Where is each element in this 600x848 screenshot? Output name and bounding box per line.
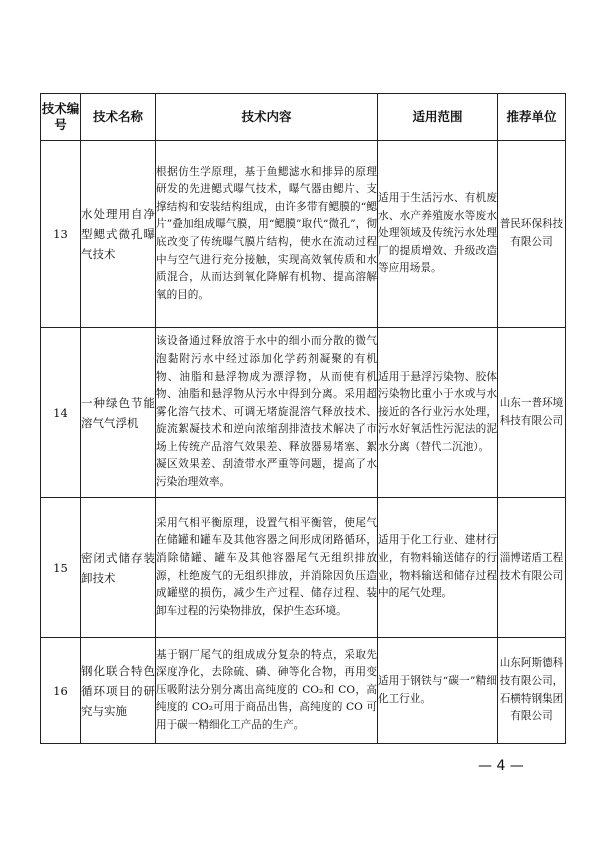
row-content: 该设备通过释放溶于水中的细小而分散的微气泡黏附污水中经过添加化学药剂凝聚的有机物、油脂和悬浮物成为漂浮物，从而使有机物、油脂和悬浮物从污水中得到分离。采用超雾化溶气技术、可调无堵旋混溶气释放技术、旋流絮凝技术和逆向浓缩刮排渣技术解决了市场上传统产品溶气效果差、释放器易堵塞、絮凝区效果差、刮渣带水严重等问题，提高了水污染治理效率。 — [156, 328, 378, 498]
header-scope: 适用范围 — [378, 94, 498, 141]
row-name: 一种绿色节能溶气气浮机 — [81, 328, 156, 498]
table-row — [41, 328, 566, 498]
row-unit: 山东阿斯德科技有限公司，石横特钢集团有限公司 — [498, 638, 566, 744]
table-row — [41, 638, 566, 744]
row-scope: 适用于化工行业、建材行业，有物料输送储存的行业，物料输送和储存过程中的尾气处理。 — [378, 498, 498, 638]
header-unit: 推荐单位 — [498, 94, 566, 141]
table-row — [41, 141, 566, 328]
row-scope: 适用于生活污水、有机废水、水产养殖废水等废水处理领域及传统污水处理厂的提质增效、升级改造等应用场景。 — [378, 141, 498, 328]
row-scope: 适用于悬浮污染物、胶体污染物比重小于水或与水接近的各行业污水处理，污水好氧活性污泥法的泥水分离（替代二沉池）。 — [378, 328, 498, 498]
row-unit: 普民环保科技有限公司 — [498, 141, 566, 328]
row-scope: 适用于钢铁与“碳一”精细化工行业。 — [378, 638, 498, 744]
row-unit: 淄博诺盾工程技术有限公司 — [498, 498, 566, 638]
row-number: 14 — [41, 328, 81, 498]
row-name: 水处理用自净型鳃式微孔曝气技术 — [81, 141, 156, 328]
row-content: 根据仿生学原理，基于鱼鳃滤水和排异的原理研发的先进鳃式曝气技术，曝气器由鳃片、支撑结构和安装结构组成，由许多带有鳃膜的“鳃片”叠加组成曝气膜，用“鳃膜”取代“微孔”，彻底改变了传统曝气膜片结构，使水在流动过程中与空气进行充分接触，实现高效氧传质和水质混合，从而达到氧化降解有机物、提高溶解氧的目的。 — [156, 141, 378, 328]
row-name: 钢化联合特色循环项目的研究与实施 — [81, 638, 156, 744]
row-content: 基于钢厂尾气的组成成分复杂的特点，采取先深度净化，去除硫、磷、砷等化合物，再用变压吸附法分别分离出高纯度的 CO₂和 CO，高纯度的 CO₂可用于商品出售，高纯度的 CO 可用于碳一精细化工产品的生产。 — [156, 638, 378, 744]
row-unit: 山东一普环境科技有限公司 — [498, 328, 566, 498]
row-name: 密闭式储存装卸技术 — [81, 498, 156, 638]
header-content: 技术内容 — [156, 94, 378, 141]
page-number: — 4 — — [478, 758, 524, 774]
technology-table — [40, 93, 566, 744]
row-number: 13 — [41, 141, 81, 328]
table-row — [41, 498, 566, 638]
header-number: 技术编号 — [41, 94, 81, 141]
table-header-row — [41, 94, 566, 141]
header-name: 技术名称 — [81, 94, 156, 141]
row-number: 15 — [41, 498, 81, 638]
row-number: 16 — [41, 638, 81, 744]
row-content: 采用气相平衡原理，设置气相平衡管，使尾气在储罐和罐车及其他容器之间形成闭路循环，消除储罐、罐车及其他容器尾气无组织排放源，杜绝废气的无组织排放，并消除因负压造成罐壁的损伤，减少生产过程、储存过程、装卸车过程的污染物排放，保护生态环境。 — [156, 498, 378, 638]
